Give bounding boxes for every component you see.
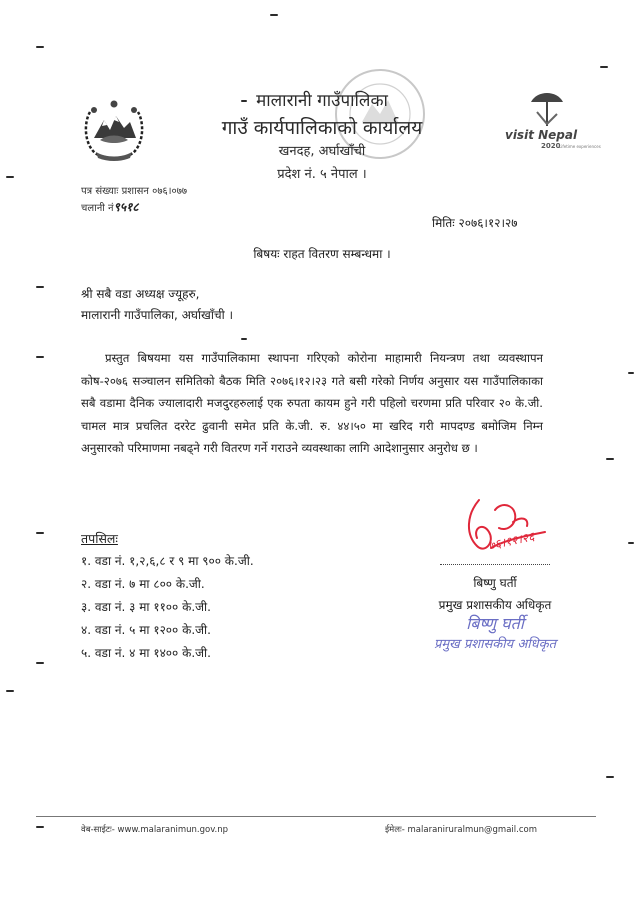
details-item: ५. वडा नं. ४ मा १४०० के.जी. (81, 646, 211, 660)
footer-email (385, 824, 537, 835)
margin-mark (6, 690, 14, 692)
website-label: वेब-साईटः- (81, 825, 115, 835)
signatory-designation: प्रमुख प्रशासकीय अधिकृत (438, 598, 552, 612)
details-item: ४. वडा नं. ५ मा १२०० के.जी. (81, 623, 211, 637)
margin-mark (606, 458, 614, 460)
email-label: ईमेलः- (385, 825, 405, 835)
signature-line (440, 564, 550, 565)
details-heading: तपसिलः (81, 531, 118, 546)
dispatch-number-row (81, 198, 139, 215)
margin-mark (600, 66, 608, 68)
website-link[interactable]: www.malaranimun.gov.np (117, 825, 229, 835)
municipality-name: मालारानी गाउँपालिका (256, 91, 388, 111)
details-item: ३. वडा नं. ३ मा ११०० के.जी. (81, 600, 211, 614)
margin-mark (270, 14, 278, 16)
province-line: प्रदेश नं. ५ नेपाल । (277, 167, 367, 182)
letter-reference-number: पत्र संख्याः प्रशासन ०७६।०७७ (81, 186, 188, 197)
letter-body: प्रस्तुत बिषयमा यस गाउँपालिकामा स्थापना गरिएको कोरोना माहामारी नियन्त्रण तथा व्यवस्थापन कोष-२०७६ सञ्चालन समितिको बैठक मिति २०७६।१२।२३ गते बसी गरेको निर्णय अनुसार यस गाउँपालिकाका सबै वडामा दैनिक ज्यालादारी मजदुरहरुलाई एक रुपता कायम हुने गरी पहिलो चरणमा प्रति परिवार २० के.जी. चामल मात्र प्रचलित दररेट ढुवानी समेत प्रति के.जी. रु. ४४।५० मा खरिद गरी मापदण्ड बमोजिम निम्न अनुसारको परिमाणमा नबढ्ने गरी वितरण गर्ने गराउने व्यवस्थाका लागि आदेशानुसार अनुरोध छ । (81, 351, 543, 456)
dispatch-number-label: चलानी नं (81, 203, 114, 214)
addressee-line-1: श्री सबै वडा अध्यक्ष ज्यूहरु, (81, 287, 200, 301)
handwritten-signature (455, 492, 575, 564)
office-address: खनदह, अर्घाखाँची (278, 144, 366, 159)
signatory-name: बिष्णु घर्ती (473, 576, 517, 590)
details-item: २. वडा नं. ७ मा ८०० के.जी. (81, 577, 205, 591)
margin-mark (36, 46, 44, 48)
footer-divider (36, 816, 596, 817)
visit-nepal-year: 2020 (541, 142, 561, 150)
details-item: १. वडा नं. १,२,६,८ र ९ मा ९०० के.जी. (81, 554, 254, 568)
margin-mark (36, 356, 44, 358)
margin-mark (36, 662, 44, 664)
visit-nepal-tagline: Lifetime experiences (559, 144, 601, 149)
letter-date: मितिः २०७६।१२।२७ (432, 216, 518, 230)
dispatch-number-handwritten: ९५१८ (113, 200, 139, 214)
stamp-designation: प्रमुख प्रशासकीय अधिकृत (433, 637, 557, 652)
letter-subject: बिषयः राहत वितरण सम्बन्धमा । (253, 247, 391, 261)
margin-mark (606, 776, 614, 778)
addressee-line-2: मालारानी गाउँपालिका, अर्घाखाँची । (81, 308, 234, 322)
margin-mark (241, 338, 247, 340)
margin-mark (628, 372, 634, 374)
visit-nepal-text: visit Nepal (505, 128, 578, 142)
stamp-name: बिष्णु घर्ती (466, 614, 524, 633)
margin-mark (36, 826, 44, 828)
margin-mark (36, 286, 44, 288)
margin-mark (36, 532, 44, 534)
signature-date: ७६।१२।२६ (487, 529, 536, 553)
office-name: गाउँ कार्यपालिकाको कार्यालय (221, 117, 423, 139)
margin-mark (628, 542, 634, 544)
footer-website (81, 824, 228, 835)
email-link[interactable]: malaraniruralmun@gmail.com (407, 825, 537, 835)
